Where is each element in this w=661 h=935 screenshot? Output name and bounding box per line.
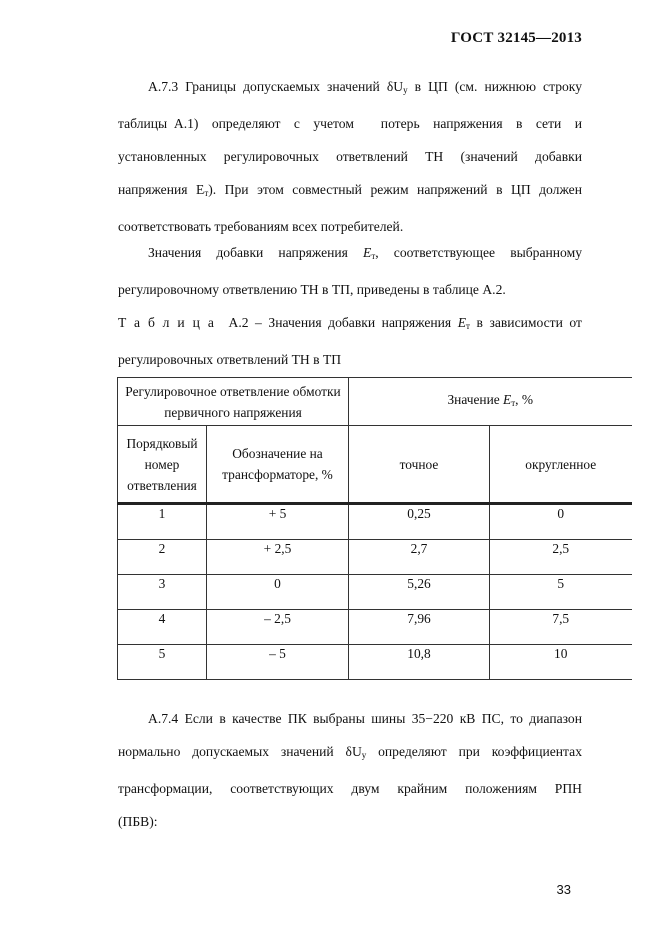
- paragraph-line: Значения добавки напряжения $Е_т$, соответствующее выбранному: [148, 245, 582, 261]
- paragraph-line: регулировочному ответвлению ТН в ТП, приведены в таблице А.2.: [118, 282, 506, 297]
- table-cell: – 5: [207, 645, 349, 680]
- paragraph-line: (ПБВ):: [118, 814, 158, 829]
- document-header: ГОСТ 32145—2013: [450, 30, 582, 46]
- paragraph-line: А.7.3 Границы допускаемых значений $\delta U_у$ в ЦП (см. нижнюю строку: [148, 79, 582, 95]
- column-header-exact: точное: [349, 426, 490, 504]
- table-cell: 5: [490, 575, 632, 610]
- column-header-designation: Обозначение на трансформаторе, %: [207, 426, 349, 504]
- table-caption: [118, 306, 582, 376]
- table-row: [118, 610, 632, 645]
- table-cell: + 2,5: [207, 540, 349, 575]
- table-cell: 2: [118, 540, 207, 575]
- table-cell: 1: [118, 504, 207, 540]
- caption-line: Таблица А.2 – Значения добавки напряжения $Е_т$ в зависимости от: [118, 315, 582, 331]
- paragraph-line: напряжения $Е_т$). При этом совместный режим напряжений в ЦП должен: [118, 182, 582, 198]
- paragraph-values: [118, 236, 582, 306]
- table-cell: 0: [207, 575, 349, 610]
- column-header-rounded: округленное: [490, 426, 632, 504]
- values-table: [117, 377, 632, 680]
- table-cell: 0,25: [349, 504, 490, 540]
- page-number: 33: [556, 882, 571, 897]
- table-cell: 10,8: [349, 645, 490, 680]
- paragraph-line: А.7.4 Если в качестве ПК выбраны шины 35−220 кВ ПС, то диапазон: [148, 711, 582, 726]
- group-header: Регулировочное ответвление обмотки первичного напряжения: [118, 378, 349, 426]
- caption-line: регулировочных ответвлений ТН в ТП: [118, 352, 342, 367]
- table-row: [118, 575, 632, 610]
- table-cell: – 2,5: [207, 610, 349, 645]
- table-cell: 2,7: [349, 540, 490, 575]
- table-cell: 3: [118, 575, 207, 610]
- paragraph-line: трансформации, соответствующих двум крайним положениям РПН: [118, 781, 582, 796]
- paragraph-a73: [118, 70, 582, 243]
- table-cell: 7,96: [349, 610, 490, 645]
- table-cell: 2,5: [490, 540, 632, 575]
- value-header: Значение $Е_т$, %: [349, 378, 632, 426]
- column-header-number: Порядковый номер ответвления: [118, 426, 207, 504]
- table-cell: 5: [118, 645, 207, 680]
- paragraph-line: соответствовать требованиям всех потребителей.: [118, 219, 404, 234]
- table-row: [118, 645, 632, 680]
- paragraph-line: нормально допускаемых значений $\delta U_у$ определяют при коэффициентах: [118, 744, 582, 760]
- table-row: [118, 540, 632, 575]
- paragraph-line: таблицы А.1) определяют с учетом потерь напряжения в сети и: [118, 116, 582, 131]
- table-cell: + 5: [207, 504, 349, 540]
- table-row: [118, 504, 632, 540]
- table-cell: 0: [490, 504, 632, 540]
- table-cell: 10: [490, 645, 632, 680]
- paragraph-a74: [118, 702, 582, 838]
- table-cell: 5,26: [349, 575, 490, 610]
- table-cell: 4: [118, 610, 207, 645]
- table-cell: 7,5: [490, 610, 632, 645]
- paragraph-line: установленных регулировочных ответвлений ТН (значений добавки: [118, 149, 582, 164]
